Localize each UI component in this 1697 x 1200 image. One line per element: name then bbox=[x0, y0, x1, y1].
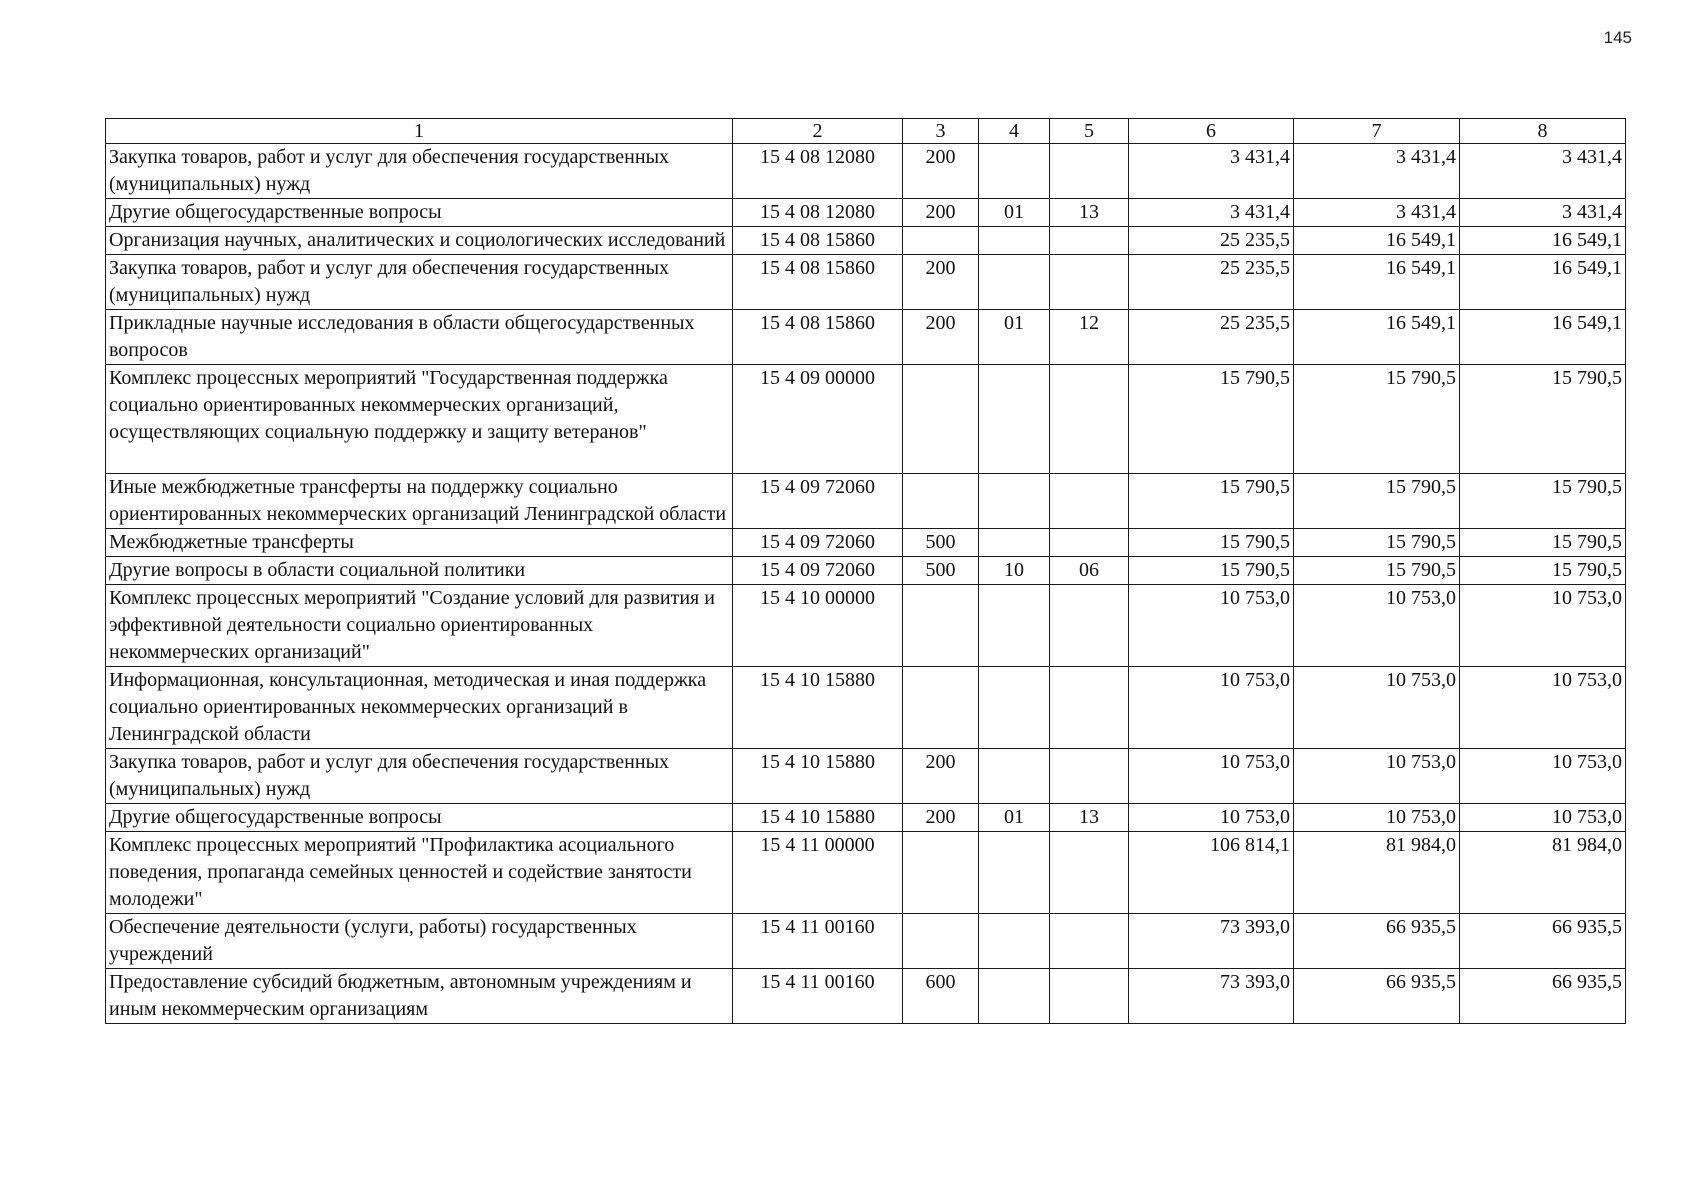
row-vr bbox=[903, 585, 979, 667]
column-header: 7 bbox=[1294, 119, 1460, 144]
row-name: Закупка товаров, работ и услуг для обеспечения государственных (муниципальных) нужд bbox=[106, 144, 733, 199]
row-value-7: 66 935,5 bbox=[1294, 914, 1460, 969]
row-name: Прикладные научные исследования в области общегосударственных вопросов bbox=[106, 310, 733, 365]
row-value-7: 3 431,4 bbox=[1294, 199, 1460, 227]
row-value-8: 16 549,1 bbox=[1460, 255, 1626, 310]
row-code: 15 4 08 15860 bbox=[733, 227, 903, 255]
table-row bbox=[106, 144, 1626, 199]
row-pr bbox=[1050, 529, 1129, 557]
row-pr bbox=[1050, 365, 1129, 474]
row-name: Организация научных, аналитических и социологических исследований bbox=[106, 227, 733, 255]
row-vr: 600 bbox=[903, 969, 979, 1024]
row-value-7: 15 790,5 bbox=[1294, 365, 1460, 474]
table-row bbox=[106, 474, 1626, 529]
row-vr: 200 bbox=[903, 310, 979, 365]
row-value-8: 66 935,5 bbox=[1460, 914, 1626, 969]
row-value-7: 16 549,1 bbox=[1294, 255, 1460, 310]
row-rz: 01 bbox=[979, 310, 1050, 365]
row-vr bbox=[903, 227, 979, 255]
row-vr: 200 bbox=[903, 255, 979, 310]
row-rz bbox=[979, 144, 1050, 199]
table-row bbox=[106, 749, 1626, 804]
row-code: 15 4 08 12080 bbox=[733, 199, 903, 227]
table-row bbox=[106, 227, 1626, 255]
page-number: 145 bbox=[1603, 28, 1632, 47]
row-code: 15 4 10 15880 bbox=[733, 667, 903, 749]
row-code: 15 4 09 00000 bbox=[733, 365, 903, 474]
column-header: 2 bbox=[733, 119, 903, 144]
table-row bbox=[106, 667, 1626, 749]
row-code: 15 4 08 15860 bbox=[733, 255, 903, 310]
row-value-6: 15 790,5 bbox=[1129, 529, 1294, 557]
table-row bbox=[106, 255, 1626, 310]
row-rz bbox=[979, 255, 1050, 310]
row-name: Закупка товаров, работ и услуг для обеспечения государственных (муниципальных) нужд bbox=[106, 255, 733, 310]
row-pr bbox=[1050, 749, 1129, 804]
row-value-8: 66 935,5 bbox=[1460, 969, 1626, 1024]
row-vr bbox=[903, 667, 979, 749]
row-code: 15 4 08 12080 bbox=[733, 144, 903, 199]
row-value-8: 15 790,5 bbox=[1460, 365, 1626, 474]
row-value-6: 73 393,0 bbox=[1129, 969, 1294, 1024]
row-code: 15 4 11 00000 bbox=[733, 832, 903, 914]
row-name: Комплекс процессных мероприятий "Профилактика асоциального поведения, пропаганда семейных ценностей и содействие занятости молодежи" bbox=[106, 832, 733, 914]
row-value-8: 10 753,0 bbox=[1460, 585, 1626, 667]
column-header: 8 bbox=[1460, 119, 1626, 144]
row-value-7: 15 790,5 bbox=[1294, 529, 1460, 557]
row-rz bbox=[979, 227, 1050, 255]
row-pr bbox=[1050, 474, 1129, 529]
row-pr bbox=[1050, 227, 1129, 255]
row-pr bbox=[1050, 832, 1129, 914]
row-vr: 200 bbox=[903, 199, 979, 227]
row-value-6: 25 235,5 bbox=[1129, 227, 1294, 255]
row-pr bbox=[1050, 969, 1129, 1024]
row-rz: 01 bbox=[979, 199, 1050, 227]
row-pr: 13 bbox=[1050, 199, 1129, 227]
row-code: 15 4 10 00000 bbox=[733, 585, 903, 667]
row-value-8: 10 753,0 bbox=[1460, 667, 1626, 749]
row-code: 15 4 11 00160 bbox=[733, 914, 903, 969]
row-name: Другие общегосударственные вопросы bbox=[106, 804, 733, 832]
table-row bbox=[106, 557, 1626, 585]
row-value-7: 10 753,0 bbox=[1294, 804, 1460, 832]
row-rz: 01 bbox=[979, 804, 1050, 832]
row-code: 15 4 09 72060 bbox=[733, 529, 903, 557]
row-value-8: 16 549,1 bbox=[1460, 310, 1626, 365]
row-value-6: 15 790,5 bbox=[1129, 474, 1294, 529]
row-value-8: 10 753,0 bbox=[1460, 749, 1626, 804]
table-row bbox=[106, 529, 1626, 557]
row-value-6: 15 790,5 bbox=[1129, 557, 1294, 585]
row-pr bbox=[1050, 585, 1129, 667]
column-header: 5 bbox=[1050, 119, 1129, 144]
column-header: 4 bbox=[979, 119, 1050, 144]
column-header: 3 bbox=[903, 119, 979, 144]
row-vr bbox=[903, 365, 979, 474]
row-value-6: 10 753,0 bbox=[1129, 749, 1294, 804]
row-value-8: 3 431,4 bbox=[1460, 144, 1626, 199]
row-value-8: 15 790,5 bbox=[1460, 529, 1626, 557]
row-rz bbox=[979, 585, 1050, 667]
row-value-7: 10 753,0 bbox=[1294, 667, 1460, 749]
row-value-7: 81 984,0 bbox=[1294, 832, 1460, 914]
row-value-6: 3 431,4 bbox=[1129, 144, 1294, 199]
row-rz bbox=[979, 832, 1050, 914]
row-value-7: 3 431,4 bbox=[1294, 144, 1460, 199]
row-name: Обеспечение деятельности (услуги, работы) государственных учреждений bbox=[106, 914, 733, 969]
row-vr: 200 bbox=[903, 144, 979, 199]
row-name: Комплекс процессных мероприятий "Государственная поддержка социально ориентированных некоммерческих организаций, осуществляющих социальную поддержку и защиту ветеранов" bbox=[106, 365, 733, 474]
row-value-8: 10 753,0 bbox=[1460, 804, 1626, 832]
row-rz bbox=[979, 969, 1050, 1024]
row-value-8: 3 431,4 bbox=[1460, 199, 1626, 227]
row-value-7: 10 753,0 bbox=[1294, 749, 1460, 804]
budget-table bbox=[105, 118, 1626, 1024]
row-code: 15 4 09 72060 bbox=[733, 474, 903, 529]
row-value-7: 10 753,0 bbox=[1294, 585, 1460, 667]
row-vr: 500 bbox=[903, 529, 979, 557]
row-code: 15 4 10 15880 bbox=[733, 804, 903, 832]
table-row bbox=[106, 832, 1626, 914]
row-pr: 06 bbox=[1050, 557, 1129, 585]
row-rz bbox=[979, 914, 1050, 969]
row-vr bbox=[903, 832, 979, 914]
row-rz bbox=[979, 365, 1050, 474]
table-header-row bbox=[106, 119, 1626, 144]
row-pr bbox=[1050, 144, 1129, 199]
row-code: 15 4 09 72060 bbox=[733, 557, 903, 585]
row-value-6: 25 235,5 bbox=[1129, 310, 1294, 365]
row-name: Закупка товаров, работ и услуг для обеспечения государственных (муниципальных) нужд bbox=[106, 749, 733, 804]
row-vr: 200 bbox=[903, 804, 979, 832]
row-value-6: 25 235,5 bbox=[1129, 255, 1294, 310]
row-value-6: 106 814,1 bbox=[1129, 832, 1294, 914]
table-row bbox=[106, 365, 1626, 474]
row-rz bbox=[979, 667, 1050, 749]
row-rz: 10 bbox=[979, 557, 1050, 585]
row-pr: 12 bbox=[1050, 310, 1129, 365]
row-name: Комплекс процессных мероприятий "Создание условий для развития и эффективной деятельности социально ориентированных некоммерческих организаций" bbox=[106, 585, 733, 667]
row-code: 15 4 08 15860 bbox=[733, 310, 903, 365]
row-name: Другие общегосударственные вопросы bbox=[106, 199, 733, 227]
row-pr: 13 bbox=[1050, 804, 1129, 832]
row-value-6: 10 753,0 bbox=[1129, 667, 1294, 749]
row-code: 15 4 11 00160 bbox=[733, 969, 903, 1024]
row-value-7: 16 549,1 bbox=[1294, 227, 1460, 255]
table-row bbox=[106, 804, 1626, 832]
row-vr bbox=[903, 914, 979, 969]
row-value-7: 15 790,5 bbox=[1294, 557, 1460, 585]
row-vr: 200 bbox=[903, 749, 979, 804]
row-name: Иные межбюджетные трансферты на поддержку социально ориентированных некоммерческих организаций Ленинградской области bbox=[106, 474, 733, 529]
row-value-8: 15 790,5 bbox=[1460, 474, 1626, 529]
column-header: 1 bbox=[106, 119, 733, 144]
row-value-6: 10 753,0 bbox=[1129, 585, 1294, 667]
row-value-8: 81 984,0 bbox=[1460, 832, 1626, 914]
row-value-8: 15 790,5 bbox=[1460, 557, 1626, 585]
row-value-7: 16 549,1 bbox=[1294, 310, 1460, 365]
row-name: Межбюджетные трансферты bbox=[106, 529, 733, 557]
row-name: Информационная, консультационная, методическая и иная поддержка социально ориентированных некоммерческих организаций в Ленинградской области bbox=[106, 667, 733, 749]
row-name: Другие вопросы в области социальной политики bbox=[106, 557, 733, 585]
row-pr bbox=[1050, 255, 1129, 310]
row-pr bbox=[1050, 667, 1129, 749]
column-header: 6 bbox=[1129, 119, 1294, 144]
row-value-6: 10 753,0 bbox=[1129, 804, 1294, 832]
row-code: 15 4 10 15880 bbox=[733, 749, 903, 804]
row-value-6: 15 790,5 bbox=[1129, 365, 1294, 474]
row-rz bbox=[979, 749, 1050, 804]
table-row bbox=[106, 969, 1626, 1024]
row-value-6: 73 393,0 bbox=[1129, 914, 1294, 969]
row-rz bbox=[979, 529, 1050, 557]
row-value-6: 3 431,4 bbox=[1129, 199, 1294, 227]
table-row bbox=[106, 310, 1626, 365]
row-name: Предоставление субсидий бюджетным, автономным учреждениям и иным некоммерческим организациям bbox=[106, 969, 733, 1024]
row-vr: 500 bbox=[903, 557, 979, 585]
row-rz bbox=[979, 474, 1050, 529]
row-value-8: 16 549,1 bbox=[1460, 227, 1626, 255]
row-pr bbox=[1050, 914, 1129, 969]
table-row bbox=[106, 585, 1626, 667]
row-vr bbox=[903, 474, 979, 529]
row-value-7: 66 935,5 bbox=[1294, 969, 1460, 1024]
table-row bbox=[106, 914, 1626, 969]
table-row bbox=[106, 199, 1626, 227]
row-value-7: 15 790,5 bbox=[1294, 474, 1460, 529]
